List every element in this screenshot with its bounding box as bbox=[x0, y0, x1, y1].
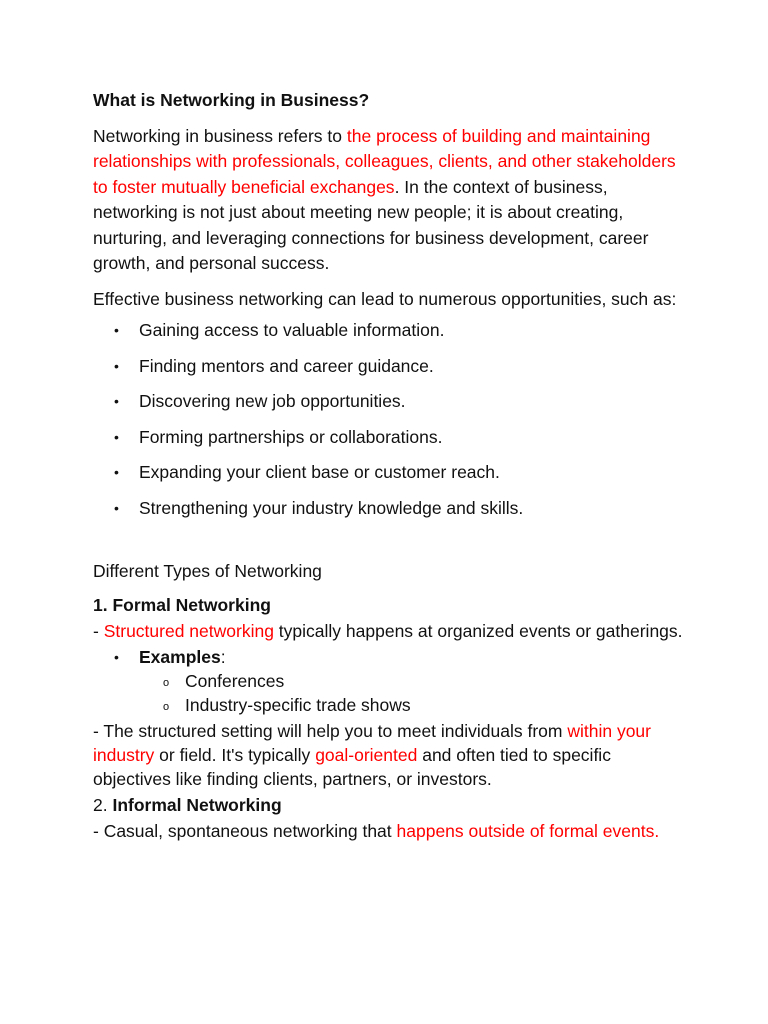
list-item-text: Gaining access to valuable information. bbox=[139, 320, 445, 340]
informal-heading bbox=[93, 793, 683, 817]
effective-paragraph: Effective business networking can lead to numerous opportunities, such as: bbox=[93, 288, 677, 309]
bullet-icon: • bbox=[114, 428, 119, 445]
informal-heading-text: Informal Networking bbox=[112, 794, 282, 815]
bullet-icon: • bbox=[114, 322, 119, 338]
example-text: Conferences bbox=[185, 670, 285, 691]
intro-paragraph bbox=[93, 124, 683, 277]
examples-label: Examples bbox=[139, 646, 221, 667]
formal-paragraph bbox=[93, 619, 683, 643]
formal-highlight: Structured networking bbox=[103, 620, 274, 641]
bullet-icon: • bbox=[114, 393, 119, 409]
formal-dash: - bbox=[93, 620, 104, 641]
example-item bbox=[93, 669, 683, 693]
types-heading: Different Types of Networking bbox=[93, 561, 322, 581]
benefits-list bbox=[93, 318, 683, 531]
list-item bbox=[93, 460, 683, 496]
informal-text: - Casual, spontaneous networking that bbox=[93, 820, 397, 841]
formal-p2-end: and often tied to specific objectives like finding clients, partners, or investors. bbox=[93, 744, 611, 789]
example-item bbox=[93, 693, 683, 717]
intro-text-start: Networking in business refers to bbox=[93, 125, 347, 146]
bullet-icon: • bbox=[114, 499, 119, 516]
circle-bullet-icon: o bbox=[163, 700, 170, 713]
bullet-icon: • bbox=[114, 648, 119, 665]
list-item bbox=[93, 496, 683, 532]
examples-colon: : bbox=[220, 646, 226, 667]
formal-p2-highlight-2: goal-oriented bbox=[315, 744, 418, 765]
formal-paragraph-2 bbox=[93, 719, 683, 791]
document-body bbox=[93, 88, 683, 843]
list-item-text: Discovering new job opportunities. bbox=[139, 391, 406, 411]
list-item-text: Finding mentors and career guidance. bbox=[139, 355, 434, 376]
formal-heading: 1. Formal Networking bbox=[93, 594, 271, 615]
circle-bullet-icon: o bbox=[163, 676, 170, 689]
list-item-text: Forming partnerships or collaborations. bbox=[139, 426, 443, 447]
examples-item bbox=[93, 645, 683, 669]
list-item-text: Expanding your client base or customer reach. bbox=[139, 462, 500, 482]
list-item bbox=[93, 318, 683, 354]
informal-number: 2. bbox=[93, 794, 113, 815]
list-item bbox=[93, 425, 683, 461]
informal-paragraph bbox=[93, 819, 683, 843]
intro-highlight: the process of building and maintaining relationships with professionals, colleagues, clients, and other stakeholders to foster mutually beneficial exchanges bbox=[93, 125, 676, 197]
formal-p2-highlight-1: within your industry bbox=[93, 720, 651, 765]
informal-highlight: happens outside of formal events. bbox=[396, 820, 660, 841]
formal-text: typically happens at organized events or gatherings. bbox=[273, 620, 683, 641]
bullet-icon: • bbox=[114, 464, 119, 480]
list-item-text: Strengthening your industry knowledge and skills. bbox=[139, 497, 524, 518]
page-title: What is Networking in Business? bbox=[93, 90, 370, 110]
formal-p2-mid: or field. It's typically bbox=[154, 744, 316, 765]
list-item bbox=[93, 354, 683, 390]
bullet-icon: • bbox=[114, 357, 119, 374]
example-text: Industry-specific trade shows bbox=[185, 694, 411, 715]
list-item bbox=[93, 389, 683, 425]
formal-p2-start: - The structured setting will help you to meet individuals from bbox=[93, 720, 568, 741]
intro-text-end: . In the context of business, networking is not just about meeting new people; it is about creating, nurturing, and leveraging connections for business development, career growth, and personal success. bbox=[93, 176, 649, 273]
